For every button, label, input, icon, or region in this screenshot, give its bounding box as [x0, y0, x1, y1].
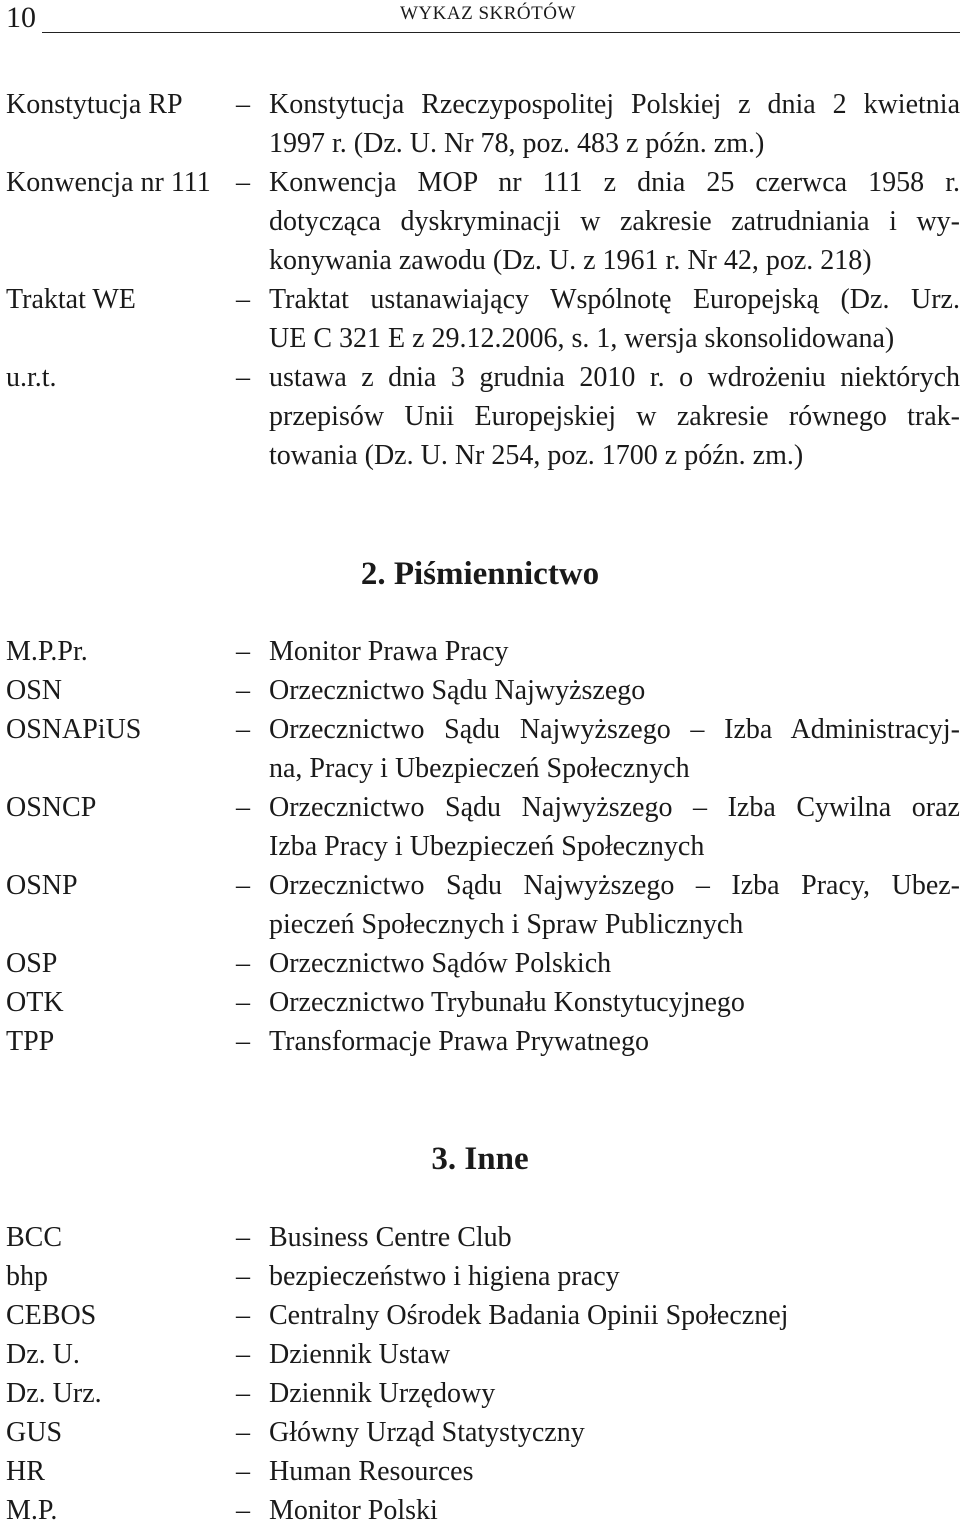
definition-line: towania (Dz. U. Nr 254, poz. 1700 z późn. zm.) — [269, 440, 804, 471]
entry-dash: – — [236, 1339, 250, 1370]
definition-line: Monitor Polski — [269, 1495, 438, 1526]
entry-dash: – — [236, 1378, 250, 1409]
entry-dash: – — [236, 1495, 250, 1526]
abbreviation-entry — [0, 788, 960, 866]
definition-line: ustawa z dnia 3 grudnia 2010 r. o wdrożeniu niektórych — [269, 362, 960, 393]
running-head: WYKAZ SKRÓTÓW — [400, 3, 576, 24]
entry-dash: – — [236, 675, 250, 706]
abbreviation-entry — [0, 163, 960, 280]
other-abbreviations-list — [0, 1218, 960, 1530]
abbreviation-term: OSNP — [6, 870, 78, 901]
abbreviation-term: u.r.t. — [6, 362, 57, 393]
abbreviation-term: OSN — [6, 675, 63, 706]
definition-line: Transformacje Prawa Prywatnego — [269, 1026, 649, 1057]
definition-line: Orzecznictwo Trybunału Konstytucyjnego — [269, 987, 745, 1018]
definition-line: konywania zawodu (Dz. U. z 1961 r. Nr 42, poz. 218) — [269, 245, 872, 276]
abbreviation-definition — [269, 1022, 960, 1061]
abbreviation-definition — [269, 1296, 960, 1335]
abbreviation-entry — [0, 1491, 960, 1530]
section-heading-literature: 2. Piśmiennictwo — [360, 556, 600, 592]
abbreviation-term: BCC — [6, 1222, 63, 1253]
page-header — [0, 0, 960, 40]
abbreviation-definition — [269, 85, 960, 163]
definition-line: Konwencja MOP nr 111 z dnia 25 czerwca 1958 r. — [269, 167, 960, 198]
abbreviation-term: TPP — [6, 1026, 55, 1057]
abbreviation-term: OTK — [6, 987, 64, 1018]
entry-dash: – — [236, 948, 250, 979]
abbreviation-entry — [0, 866, 960, 944]
abbreviation-term: Konwencja nr 111 — [6, 167, 211, 198]
abbreviation-definition — [269, 710, 960, 788]
abbreviation-definition — [269, 163, 960, 280]
abbreviation-entry — [0, 280, 960, 358]
entry-dash: – — [236, 1026, 250, 1057]
definition-line: na, Pracy i Ubezpieczeń Społecznych — [269, 753, 690, 784]
abbreviation-definition — [269, 1218, 960, 1257]
definition-line: bezpieczeństwo i higiena pracy — [269, 1261, 620, 1292]
definition-line: Human Resources — [269, 1456, 474, 1487]
definition-line: UE C 321 E z 29.12.2006, s. 1, wersja skonsolidowana) — [269, 323, 895, 354]
entry-dash: – — [236, 167, 250, 198]
legal-acts-list — [0, 85, 960, 475]
abbreviation-entry — [0, 710, 960, 788]
definition-line: przepisów Unii Europejskiej w zakresie równego trak- — [269, 401, 960, 432]
abbreviation-definition — [269, 1257, 960, 1296]
literature-list — [0, 632, 960, 1061]
abbreviation-term: OSNCP — [6, 792, 97, 823]
definition-line: pieczeń Społecznych i Spraw Publicznych — [269, 909, 744, 940]
abbreviation-definition — [269, 671, 960, 710]
entry-dash: – — [236, 89, 250, 120]
abbreviation-definition — [269, 280, 960, 358]
abbreviation-definition — [269, 1491, 960, 1530]
abbreviation-term: M.P. — [6, 1495, 58, 1526]
header-rule — [42, 32, 960, 33]
abbreviation-entry — [0, 1257, 960, 1296]
abbreviation-entry — [0, 1452, 960, 1491]
abbreviation-definition — [269, 358, 960, 475]
abbreviation-entry — [0, 1218, 960, 1257]
definition-line: Traktat ustanawiający Wspólnotę Europejską (Dz. Urz. — [269, 284, 960, 315]
entry-dash: – — [236, 987, 250, 1018]
definition-line: 1997 r. (Dz. U. Nr 78, poz. 483 z późn. zm.) — [269, 128, 765, 159]
abbreviation-entry — [0, 1335, 960, 1374]
abbreviation-definition — [269, 1374, 960, 1413]
abbreviation-entry — [0, 85, 960, 163]
abbreviation-term: OSNAPiUS — [6, 714, 142, 745]
entry-dash: – — [236, 636, 250, 667]
entry-dash: – — [236, 1261, 250, 1292]
abbreviation-definition — [269, 944, 960, 983]
abbreviation-term: Konstytucja RP — [6, 89, 183, 120]
definition-line: Business Centre Club — [269, 1222, 512, 1253]
definition-line: Główny Urząd Statystyczny — [269, 1417, 585, 1448]
definition-line: Orzecznictwo Sądu Najwyższego – Izba Administracyj- — [269, 714, 960, 745]
definition-line: Dziennik Urzędowy — [269, 1378, 496, 1409]
abbreviation-entry — [0, 1374, 960, 1413]
abbreviation-term: bhp — [6, 1261, 48, 1292]
abbreviation-definition — [269, 1335, 960, 1374]
definition-line: Monitor Prawa Pracy — [269, 636, 509, 667]
abbreviation-entry — [0, 1413, 960, 1452]
abbreviation-definition — [269, 788, 960, 866]
abbreviation-definition — [269, 983, 960, 1022]
entry-dash: – — [236, 1417, 250, 1448]
abbreviation-term: Dz. Urz. — [6, 1378, 102, 1409]
entry-dash: – — [236, 792, 250, 823]
definition-line: Orzecznictwo Sądu Najwyższego – Izba Cywilna oraz — [269, 792, 960, 823]
abbreviation-definition — [269, 1413, 960, 1452]
abbreviation-term: OSP — [6, 948, 58, 979]
entry-dash: – — [236, 362, 250, 393]
abbreviation-term: Dz. U. — [6, 1339, 80, 1370]
abbreviation-entry — [0, 944, 960, 983]
abbreviation-term: M.P.Pr. — [6, 636, 88, 667]
definition-line: Orzecznictwo Sądu Najwyższego – Izba Pracy, Ubez- — [269, 870, 960, 901]
definition-line: Orzecznictwo Sądu Najwyższego — [269, 675, 646, 706]
entry-dash: – — [236, 1300, 250, 1331]
section-heading-other: 3. Inne — [431, 1141, 529, 1177]
entry-dash: – — [236, 1456, 250, 1487]
definition-line: Orzecznictwo Sądów Polskich — [269, 948, 612, 979]
definition-line: dotycząca dyskryminacji w zakresie zatrudniania i wy- — [269, 206, 960, 237]
definition-line: Konstytucja Rzeczypospolitej Polskiej z dnia 2 kwietnia — [269, 89, 960, 120]
abbreviation-entry — [0, 632, 960, 671]
entry-dash: – — [236, 714, 250, 745]
definition-line: Centralny Ośrodek Badania Opinii Społecznej — [269, 1300, 789, 1331]
abbreviation-definition — [269, 632, 960, 671]
abbreviation-term: Traktat WE — [6, 284, 136, 315]
entry-dash: – — [236, 870, 250, 901]
abbreviation-term: GUS — [6, 1417, 63, 1448]
abbreviation-entry — [0, 1296, 960, 1335]
abbreviation-entry — [0, 983, 960, 1022]
entry-dash: – — [236, 1222, 250, 1253]
abbreviation-term: HR — [6, 1456, 45, 1487]
abbreviation-entry — [0, 1022, 960, 1061]
page-number: 10 — [6, 1, 36, 34]
abbreviation-term: CEBOS — [6, 1300, 97, 1331]
entry-dash: – — [236, 284, 250, 315]
abbreviation-definition — [269, 1452, 960, 1491]
definition-line: Dziennik Ustaw — [269, 1339, 451, 1370]
definition-line: Izba Pracy i Ubezpieczeń Społecznych — [269, 831, 705, 862]
abbreviation-definition — [269, 866, 960, 944]
abbreviation-entry — [0, 358, 960, 475]
abbreviation-entry — [0, 671, 960, 710]
